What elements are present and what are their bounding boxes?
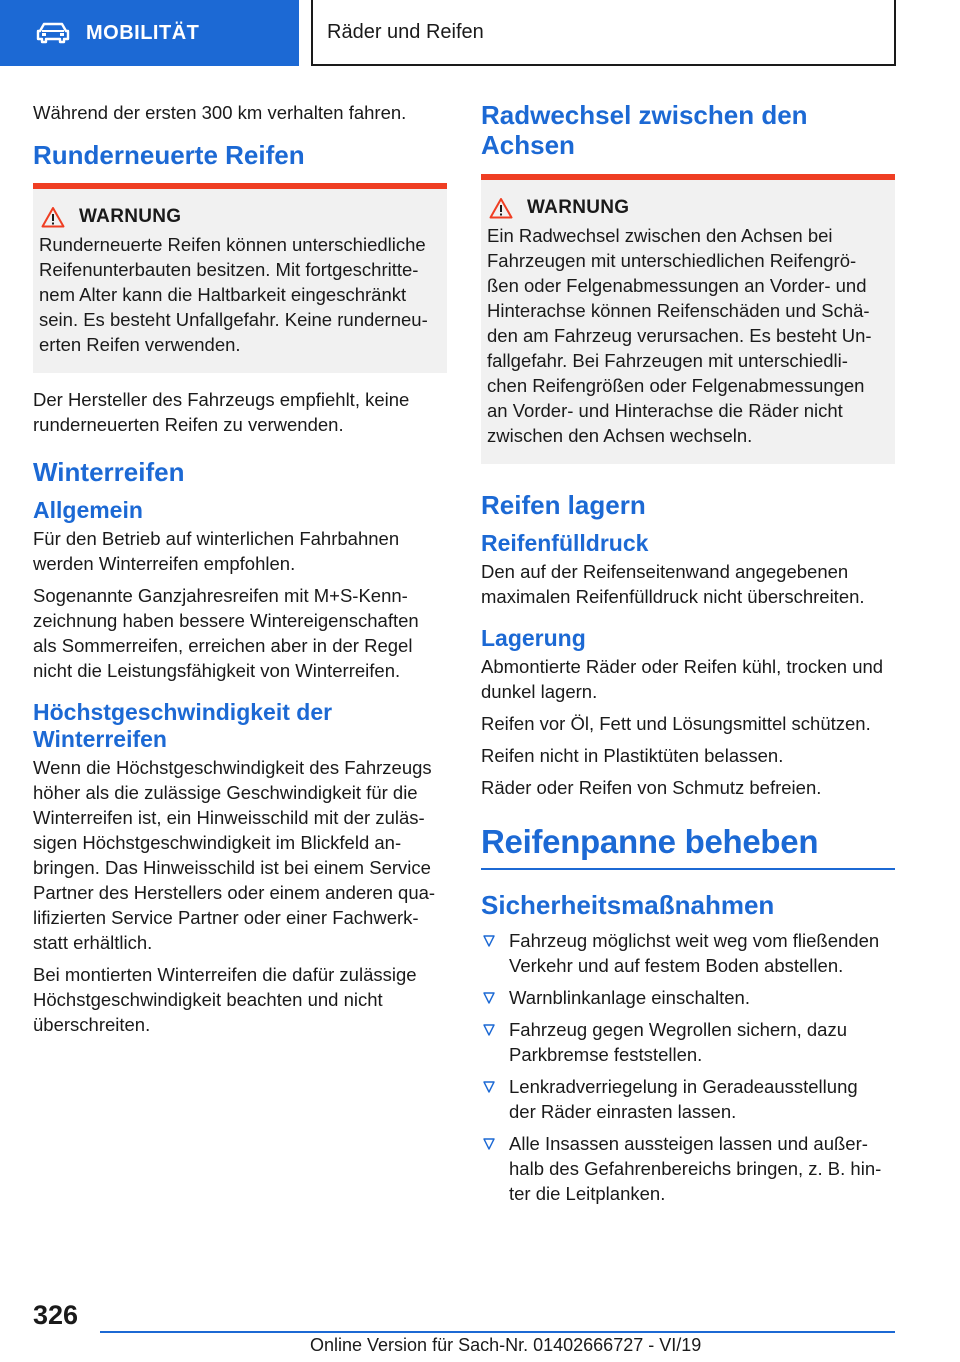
warning-line: erten Reifen verwenden. xyxy=(39,334,241,355)
page-number: 326 xyxy=(33,1300,79,1330)
triangle-bullet-icon xyxy=(483,1081,495,1093)
heading-line: Winterreifen xyxy=(33,726,167,752)
warning-line: an Vorder- und Hinterachse die Räder nicht xyxy=(487,400,843,421)
text-line: werden Winterreifen empfohlen. xyxy=(33,553,296,574)
fuelldruck-paragraph xyxy=(481,559,895,609)
list-item xyxy=(481,985,895,1010)
text-line: der Räder einrasten lassen. xyxy=(509,1101,737,1122)
warning-line: Fahrzeugen mit unterschiedlichen Reifengrö- xyxy=(487,250,857,271)
text-line: sigen Höchstgeschwindigkeit im Blickfeld an- xyxy=(33,832,402,853)
warning-line: Ein Radwechsel zwischen den Achsen bei xyxy=(487,225,833,246)
heading-sicherheitsmassnahmen: Sicherheitsmaßnahmen xyxy=(481,890,775,920)
lagerung-paragraph-1 xyxy=(481,654,895,704)
text-line: als Sommerreifen, erreichen aber in der Regel xyxy=(33,635,413,656)
list-item xyxy=(481,928,895,978)
list-item xyxy=(481,1017,895,1067)
section-tab[interactable] xyxy=(0,0,299,66)
heading-winterreifen: Winterreifen xyxy=(33,457,185,487)
text-line: Bei montierten Winterreifen die dafür zulässige xyxy=(33,964,417,985)
page-title: Räder und Reifen xyxy=(327,20,484,43)
warning-line: fallgefahr. Bei Fahrzeugen mit unterschiedli- xyxy=(487,350,848,371)
heading-runderneuerte-reifen: Runderneuerte Reifen xyxy=(33,140,305,170)
text-line: Sogenannte Ganzjahresreifen mit M+S-Kenn- xyxy=(33,585,408,606)
text-line: nicht die Leistungsfähigkeit von Winterreifen. xyxy=(33,660,401,681)
text-line: runderneuerten Reifen zu verwenden. xyxy=(33,414,344,435)
warning-box-runderneuert xyxy=(33,183,447,373)
warning-line: Reifenunterbauten besitzen. Mit fortgeschritte- xyxy=(39,259,419,280)
heading-reifenfuelldruck: Reifenfülldruck xyxy=(481,530,649,556)
footer-online-version: Online Version für Sach-Nr. 01402666727 - VI/19 xyxy=(310,1335,702,1355)
warning-line: chen Reifengrößen oder Felgenabmessungen xyxy=(487,375,865,396)
warning-box-radwechsel xyxy=(481,174,895,464)
text-line: Wenn die Höchstgeschwindigkeit des Fahrzeugs xyxy=(33,757,432,778)
right-column xyxy=(481,100,895,1213)
warning-text xyxy=(39,232,441,357)
lagerung-paragraph-3: Reifen nicht in Plastiktüten belassen. xyxy=(481,745,784,766)
heading-hoechstgeschwindigkeit xyxy=(33,699,447,753)
text-line: maximalen Reifenfülldruck nicht überschreiten. xyxy=(481,586,865,607)
left-column xyxy=(33,100,447,1044)
text-line: Parkbremse feststellen. xyxy=(509,1044,703,1065)
warning-line: sein. Es besteht Unfallgefahr. Keine runderneu- xyxy=(39,309,428,330)
list-item xyxy=(481,1074,895,1124)
text-line: ter die Leitplanken. xyxy=(509,1183,666,1204)
page-header xyxy=(311,0,896,66)
text-line: dunkel lagern. xyxy=(481,681,598,702)
footer-divider xyxy=(100,1331,895,1333)
heading-radwechsel xyxy=(481,100,895,160)
allgemein-paragraph-1 xyxy=(33,526,447,576)
heading-lagerung: Lagerung xyxy=(481,625,586,651)
text-line: halb des Gefahrenbereichs bringen, z. B. hin- xyxy=(509,1158,882,1179)
text-line: Warnblinkanlage einschalten. xyxy=(509,987,750,1008)
warning-line: Runderneuerte Reifen können unterschiedliche xyxy=(39,234,426,255)
text-line: Partner des Herstellers oder einem anderen qua- xyxy=(33,882,436,903)
text-line: lifizierten Service Partner oder einer Fachwerk- xyxy=(33,907,419,928)
text-line: höher als die zulässige Geschwindigkeit für die xyxy=(33,782,418,803)
heading-line: Höchstgeschwindigkeit der xyxy=(33,699,333,725)
warning-line: nem Alter kann die Haltbarkeit eingeschränkt xyxy=(39,284,407,305)
warning-triangle-icon xyxy=(41,206,65,228)
text-line: zeichnung haben bessere Wintereigenschaften xyxy=(33,610,419,631)
text-line: Der Hersteller des Fahrzeugs empfiehlt, keine xyxy=(33,389,410,410)
text-line: Winterreifen ist, ein Hinweisschild mit der zuläs- xyxy=(33,807,425,828)
text-line: Für den Betrieb auf winterlichen Fahrbahnen xyxy=(33,528,400,549)
hoechst-paragraph-1 xyxy=(33,755,447,955)
lagerung-paragraph-4: Räder oder Reifen von Schmutz befreien. xyxy=(481,777,822,798)
triangle-bullet-icon xyxy=(483,935,495,947)
triangle-bullet-icon xyxy=(483,992,495,1004)
triangle-bullet-icon xyxy=(483,1138,495,1150)
heading-reifenpanne-beheben: Reifenpanne beheben xyxy=(481,823,819,860)
warning-line: zwischen den Achsen wechseln. xyxy=(487,425,753,446)
heading-reifen-lagern: Reifen lagern xyxy=(481,490,646,520)
triangle-bullet-icon xyxy=(483,1024,495,1036)
text-line: Lenkradverriegelung in Geradeausstellung xyxy=(509,1076,858,1097)
intro-paragraph: Während der ersten 300 km verhalten fahren. xyxy=(33,102,407,123)
list-item xyxy=(481,1131,895,1206)
text-line: Fahrzeug gegen Wegrollen sichern, dazu xyxy=(509,1019,848,1040)
car-icon xyxy=(36,22,70,44)
warning-line: Hinterachse können Reifenschäden und Schä- xyxy=(487,300,870,321)
hersteller-paragraph xyxy=(33,387,447,437)
text-line: Verkehr und auf festem Boden abstellen. xyxy=(509,955,844,976)
text-line: Den auf der Reifenseitenwand angegebenen xyxy=(481,561,849,582)
text-line: Höchstgeschwindigkeit beachten und nicht xyxy=(33,989,383,1010)
allgemein-paragraph-2 xyxy=(33,583,447,683)
section-label: MOBILITÄT xyxy=(86,21,200,44)
lagerung-paragraph-2: Reifen vor Öl, Fett und Lösungsmittel schützen. xyxy=(481,713,871,734)
text-line: statt erhältlich. xyxy=(33,932,153,953)
text-line: bringen. Das Hinweisschild ist bei einem Service xyxy=(33,857,431,878)
heading-reifenpanne-block xyxy=(481,822,895,870)
warning-title: WARNUNG xyxy=(527,197,630,218)
warning-text xyxy=(487,223,889,448)
warning-title: WARNUNG xyxy=(79,206,182,227)
warning-line: den am Fahrzeug verursachen. Es besteht Un- xyxy=(487,325,872,346)
text-line: Fahrzeug möglichst weit weg vom fließenden xyxy=(509,930,880,951)
text-line: Alle Insassen aussteigen lassen und außer- xyxy=(509,1133,868,1154)
text-line: überschreiten. xyxy=(33,1014,151,1035)
heading-allgemein: Allgemein xyxy=(33,497,143,523)
warning-triangle-icon xyxy=(489,197,513,219)
warning-line: ßen oder Felgenabmessungen an Vorder- und xyxy=(487,275,867,296)
text-line: Abmontierte Räder oder Reifen kühl, trocken und xyxy=(481,656,884,677)
safety-steps-list xyxy=(481,928,895,1206)
heading-line: Achsen xyxy=(481,130,575,160)
heading-line: Radwechsel zwischen den xyxy=(481,100,808,130)
hoechst-paragraph-2 xyxy=(33,962,447,1037)
